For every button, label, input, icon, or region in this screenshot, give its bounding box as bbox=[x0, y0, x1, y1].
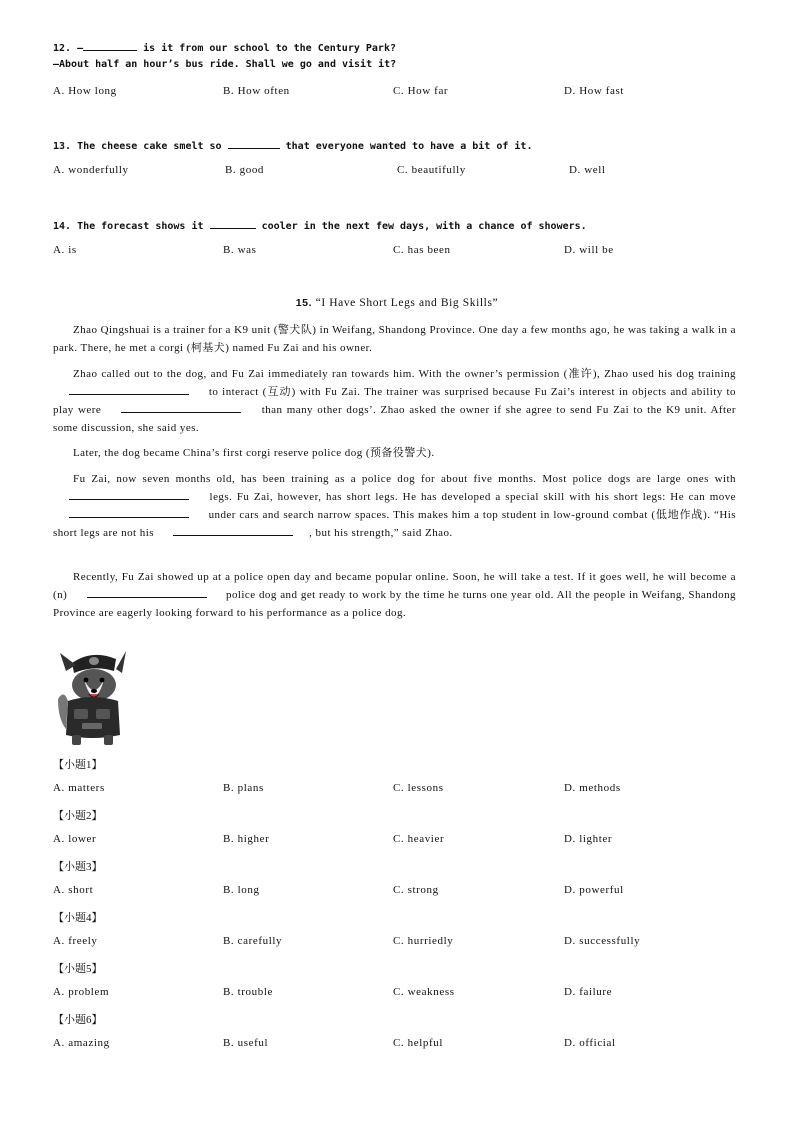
q12-stem bbox=[53, 41, 396, 54]
subq5-label: 【小题5】 bbox=[53, 963, 103, 975]
subq4-option-b[interactable]: B. carefully bbox=[223, 935, 283, 947]
p2-text-b: to interact (互动) with Fu Zai. The trainer was surprised because Fu Zai’s interest in objects and ability to play were bbox=[53, 386, 736, 416]
q12-option-a[interactable]: A. How long bbox=[53, 85, 117, 97]
passage-title bbox=[0, 297, 794, 309]
q13-blank bbox=[228, 139, 280, 149]
subq5-option-b[interactable]: B. trouble bbox=[223, 986, 273, 998]
subq6-option-c[interactable]: C. helpful bbox=[393, 1037, 443, 1049]
passage-paragraph-2 bbox=[53, 365, 736, 437]
subq6-label: 【小题6】 bbox=[53, 1014, 103, 1026]
subq1-option-b[interactable]: B. plans bbox=[223, 782, 264, 794]
q13-option-b[interactable]: B. good bbox=[225, 164, 265, 176]
passage-paragraph-4 bbox=[53, 470, 736, 542]
q12-option-c[interactable]: C. How far bbox=[393, 85, 449, 97]
subq1-label: 【小题1】 bbox=[53, 759, 103, 771]
subq3-option-b[interactable]: B. long bbox=[223, 884, 260, 896]
subq3-label: 【小题3】 bbox=[53, 861, 103, 873]
p4-text-a: Fu Zai, now seven months old, has been training as a police dog for about five months. Most police dogs are large ones with bbox=[73, 473, 736, 485]
q14-option-b[interactable]: B. was bbox=[223, 244, 257, 256]
blank-4[interactable] bbox=[69, 508, 189, 518]
q12-option-d[interactable]: D. How fast bbox=[564, 85, 625, 97]
blank-5[interactable] bbox=[173, 526, 293, 536]
q13-stem-start: 13. The cheese cake smelt so bbox=[53, 141, 228, 152]
p2-text-a: Zhao called out to the dog, and Fu Zai immediately ran towards him. With the owner’s permission (准许), Zhao used his dog training bbox=[73, 368, 736, 380]
p5-text-a: Recently, Fu Zai showed up at a police open day and became popular online. Soon, he will take a test. If it goes well, he will become a (n) bbox=[53, 571, 736, 601]
q12-stem-end: is it from our school to the Century Park? bbox=[137, 43, 396, 54]
subq6-option-a[interactable]: A. amazing bbox=[53, 1037, 110, 1049]
passage-title-text: “I Have Short Legs and Big Skills” bbox=[315, 297, 499, 309]
q13-option-a[interactable]: A. wonderfully bbox=[53, 164, 129, 176]
subq3-option-a[interactable]: A. short bbox=[53, 884, 94, 896]
subq2-label: 【小题2】 bbox=[53, 810, 103, 822]
q12-reply: —About half an hour’s bus ride. Shall we go and visit it? bbox=[53, 59, 397, 70]
subq4-label: 【小题4】 bbox=[53, 912, 103, 924]
passage-paragraph-5 bbox=[53, 568, 736, 622]
subq6-option-d[interactable]: D. official bbox=[564, 1037, 616, 1049]
p4-text-d: , but his strength,” said Zhao. bbox=[309, 527, 453, 539]
blank-2[interactable] bbox=[121, 403, 241, 413]
q13-option-c[interactable]: C. beautifully bbox=[397, 164, 466, 176]
subq1-option-d[interactable]: D. methods bbox=[564, 782, 621, 794]
q13-option-d[interactable]: D. well bbox=[569, 164, 606, 176]
blank-1[interactable] bbox=[69, 385, 189, 395]
q14-stem bbox=[53, 219, 587, 232]
subq1-option-c[interactable]: C. lessons bbox=[393, 782, 444, 794]
subq1-option-a[interactable]: A. matters bbox=[53, 782, 105, 794]
q14-option-a[interactable]: A. is bbox=[53, 244, 77, 256]
subq2-option-a[interactable]: A. lower bbox=[53, 833, 97, 845]
q13-stem-end: that everyone wanted to have a bit of it. bbox=[279, 141, 533, 152]
p2-text-c: than many other dogs’. Zhao asked the owner if she agree to send Fu Zai to the K9 unit. After some discussion, she said yes. bbox=[53, 404, 736, 434]
p4-text-b: legs. Fu Zai, however, has short legs. He has developed a special skill with his short legs: He can move bbox=[205, 491, 736, 503]
q12-stem-start: 12. — bbox=[53, 43, 84, 54]
subq6-option-b[interactable]: B. useful bbox=[223, 1037, 269, 1049]
subq2-option-b[interactable]: B. higher bbox=[223, 833, 270, 845]
subq5-option-a[interactable]: A. problem bbox=[53, 986, 110, 998]
passage-paragraph-3: Later, the dog became China’s first corgi reserve police dog (预备役警犬). bbox=[73, 447, 435, 459]
q14-option-d[interactable]: D. will be bbox=[564, 244, 614, 256]
subq3-option-d[interactable]: D. powerful bbox=[564, 884, 624, 896]
subq4-option-a[interactable]: A. freely bbox=[53, 935, 98, 947]
passage-number: 15. bbox=[295, 297, 313, 309]
q14-blank bbox=[210, 219, 256, 229]
q14-stem-start: 14. The forecast shows it bbox=[53, 221, 210, 232]
blank-3[interactable] bbox=[69, 490, 189, 500]
subq2-option-c[interactable]: C. heavier bbox=[393, 833, 445, 845]
subq2-option-d[interactable]: D. lighter bbox=[564, 833, 613, 845]
corgi-police-dog-image bbox=[56, 649, 128, 747]
subq3-option-c[interactable]: C. strong bbox=[393, 884, 439, 896]
passage-paragraph-1: Zhao Qingshuai is a trainer for a K9 unit (警犬队) in Weifang, Shandong Province. One day a few months ago, he was taking a walk in a park. There, he met a corgi (柯基犬) named Fu Zai and his owner. bbox=[53, 324, 736, 354]
q12-blank bbox=[83, 41, 137, 51]
subq5-option-d[interactable]: D. failure bbox=[564, 986, 613, 998]
subq4-option-d[interactable]: D. successfully bbox=[564, 935, 641, 947]
q14-option-c[interactable]: C. has been bbox=[393, 244, 451, 256]
subq5-option-c[interactable]: C. weakness bbox=[393, 986, 455, 998]
p5-text-b: police dog and get ready to work by the time he turns one year old. All the people in Weifang, Shandong Province are eagerly looking forward to his performance as a police dog. bbox=[53, 589, 736, 619]
blank-6[interactable] bbox=[87, 588, 207, 598]
subq4-option-c[interactable]: C. hurriedly bbox=[393, 935, 454, 947]
p4-text-c: under cars and search narrow spaces. This makes him a top student in low-ground combat (低地作战). “His short legs are not his bbox=[53, 509, 736, 539]
q12-option-b[interactable]: B. How often bbox=[223, 85, 290, 97]
q14-stem-end: cooler in the next few days, with a chance of showers. bbox=[255, 221, 587, 232]
q13-stem bbox=[53, 139, 532, 152]
